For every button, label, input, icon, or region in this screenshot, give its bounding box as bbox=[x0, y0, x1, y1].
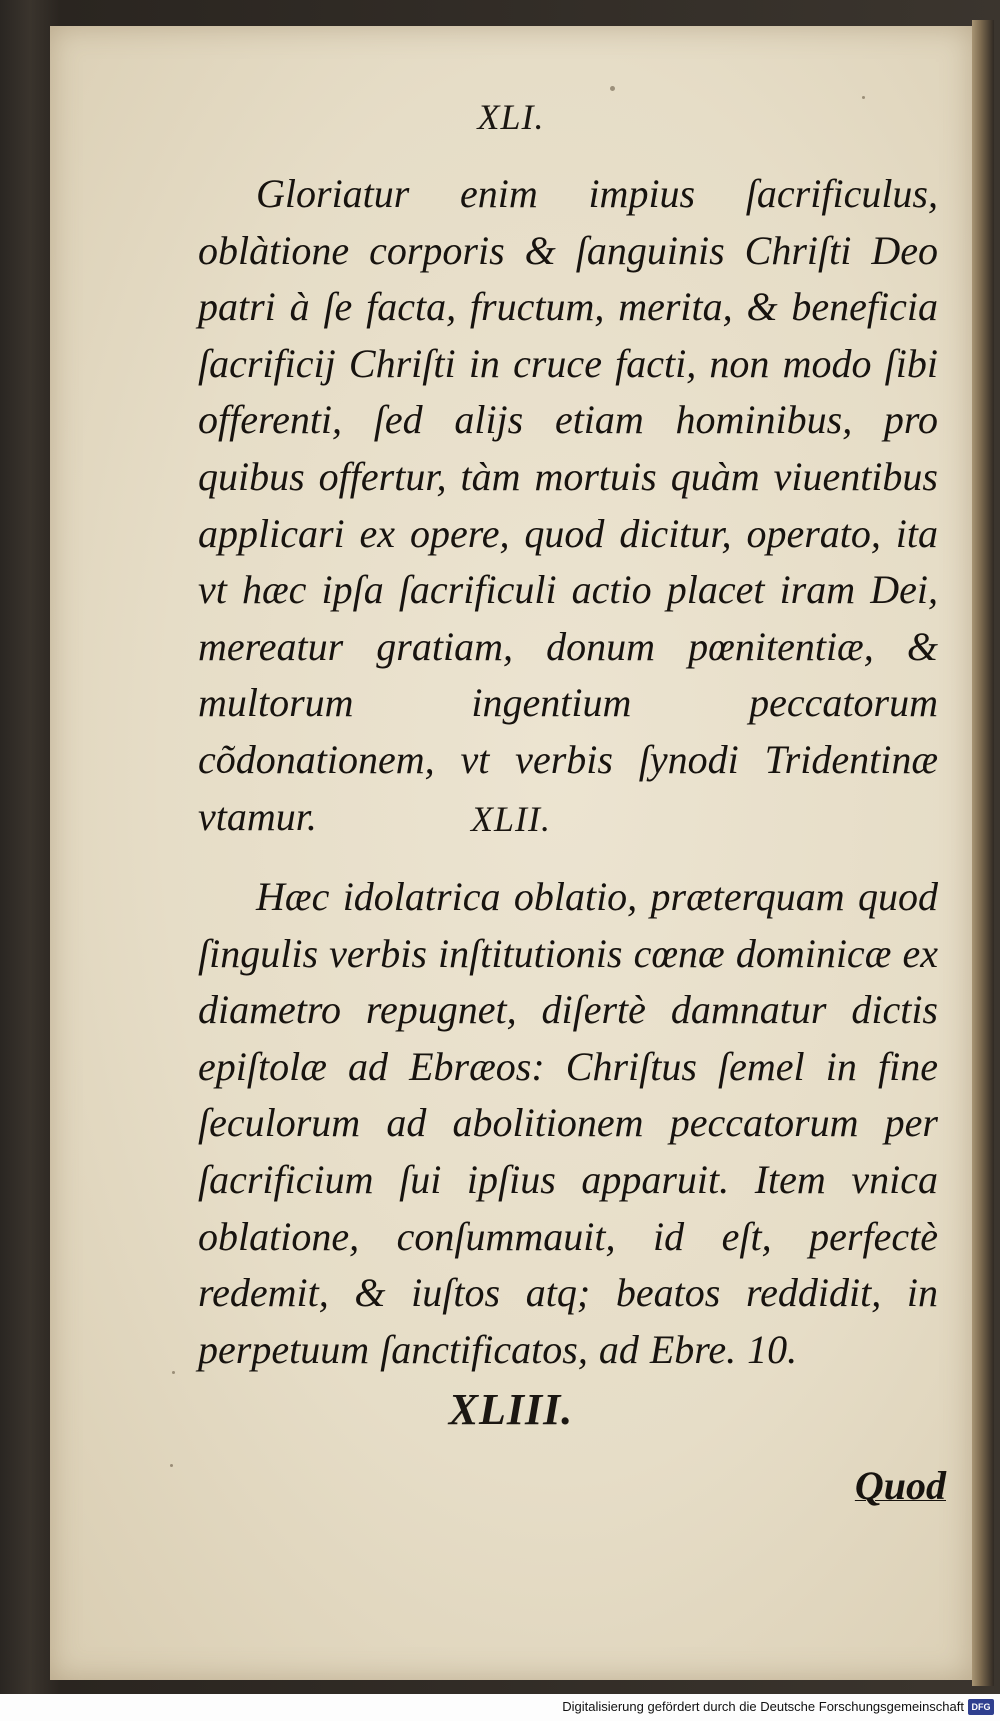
book-page bbox=[50, 26, 972, 1680]
digitization-footer bbox=[0, 1694, 1000, 1721]
paragraph-text: Hæc idolatrica oblatio, præterquam quod ſingulis verbis inſtitutionis cœnæ dominicæ ex diametro repugnet, diſertè damnatur dictis epiſtolæ ad Ebræos: Chriſtus ſemel in fine ſeculorum ad abolitionem peccatorum per ſacrificium ſui ipſius apparuit. Item vnica oblatione, conſummauit, id eſt, perfectè redemit, & iuſtos atq; beatos reddidit, in perpetuum ſanctificatos, ad Ebre. 10. bbox=[198, 874, 938, 1372]
paper-speck bbox=[170, 1464, 173, 1467]
paragraph-indent bbox=[198, 874, 256, 919]
page-fore-edge bbox=[972, 20, 994, 1686]
paragraph-text: Gloriatur enim impius ſacrificulus, oblàtione corporis & ſanguinis Chriſti Deo patri à ſe facta, fructum, merita, & beneficia ſacrificij Chriſti in cruce facti, non modo ſibi offerenti, ſed alijs etiam hominibus, pro quibus offertur, tàm mortuis quàm viuentibus applicari ex opere, quod dicitur, operato, ita vt hæc ipſa ſacrificuli actio placet iram Dei, mereatur gratiam, donum pœnitentiæ, & multorum ingentium peccatorum cõdonationem, vt verbis ſynodi Tridentinæ vtamur. bbox=[198, 171, 938, 839]
paragraph-indent bbox=[198, 171, 256, 216]
section-numeral: XLI. bbox=[477, 97, 545, 137]
paper-speck bbox=[610, 86, 615, 91]
section-paragraph bbox=[198, 166, 938, 845]
footer-credit: Digitalisierung gefördert durch die Deutsche Forschungsgemeinschaft bbox=[562, 1699, 964, 1714]
section-paragraph bbox=[198, 869, 938, 1378]
paper-speck bbox=[172, 1371, 175, 1374]
dfg-logo-icon: DFG bbox=[968, 1699, 994, 1715]
catchword: Quod bbox=[854, 1463, 946, 1508]
section-numeral: XLII. bbox=[471, 799, 551, 839]
section-numeral: XLIII. bbox=[448, 1385, 574, 1434]
